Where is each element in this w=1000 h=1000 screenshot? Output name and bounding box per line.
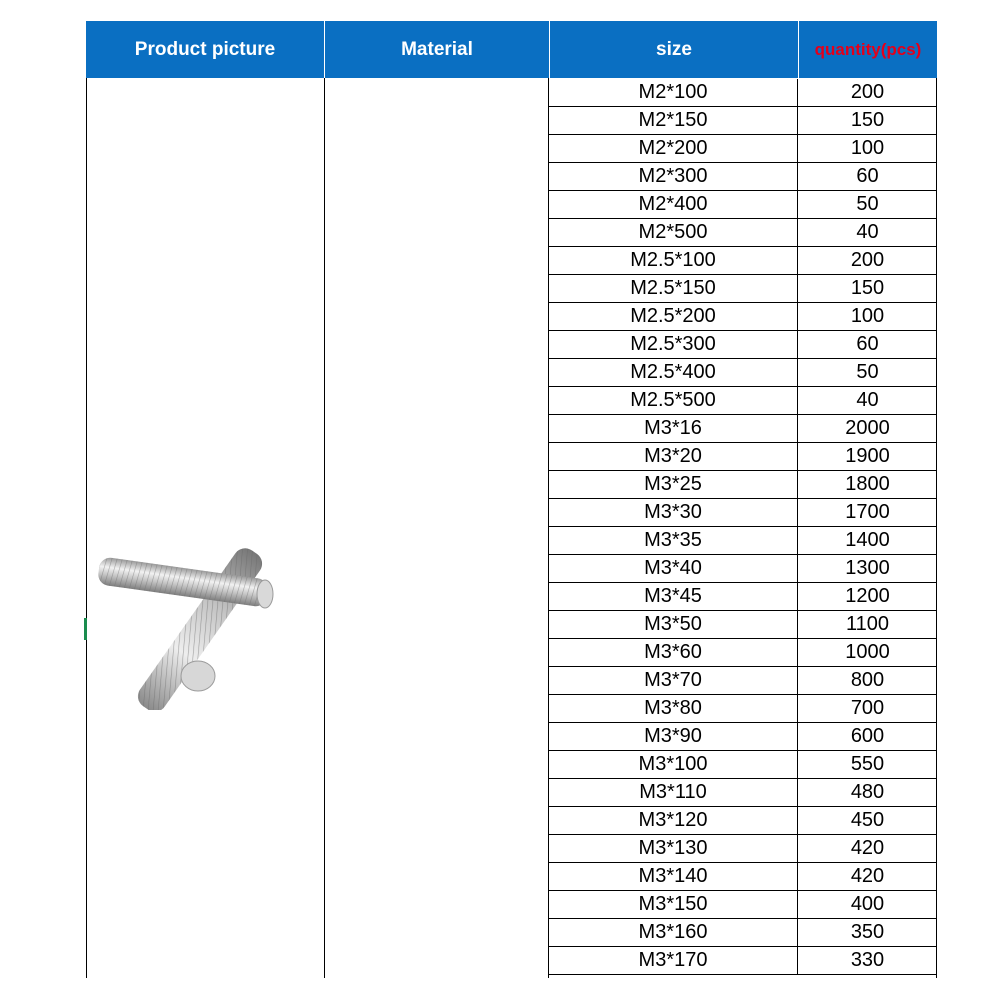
table-row [549,387,937,415]
table-row [549,471,937,499]
quantity-cell: 400 [850,893,885,915]
column-border-material [324,78,325,978]
table-row [549,191,937,219]
quantity-cell: 1800 [845,473,890,495]
size-cell: M3*160 [638,921,708,943]
table-row [549,807,937,835]
table-row [549,779,937,807]
size-cell: M3*45 [644,585,702,607]
quantity-cell: 700 [850,697,885,719]
size-cell: M3*170 [638,949,708,971]
size-cell: M3*90 [644,725,702,747]
quantity-cell: 200 [850,249,885,271]
table-row [549,891,937,919]
table-row [549,723,937,751]
table-row [549,695,937,723]
quantity-cell: 40 [856,389,879,411]
size-cell: M2.5*400 [630,361,716,383]
quantity-cell: 150 [850,277,885,299]
table-row [549,639,937,667]
size-cell: M3*25 [644,473,702,495]
table-row [549,583,937,611]
size-cell: M3*70 [644,669,702,691]
table-row [549,107,937,135]
table-row [549,863,937,891]
quantity-cell: 1100 [845,613,889,635]
table-row [549,135,937,163]
table-row [549,919,937,947]
table-row [549,331,937,359]
size-cell: M2*400 [638,193,708,215]
quantity-cell: 600 [850,725,885,747]
quantity-cell: 1400 [845,529,890,551]
table-row [549,303,937,331]
table-header [86,21,937,78]
column-border-left [86,78,87,978]
size-cell: M2*150 [638,109,708,131]
quantity-cell: 450 [850,809,885,831]
size-cell: M2*300 [638,165,708,187]
size-cell: M3*16 [644,417,702,439]
size-cell: M3*50 [644,613,702,635]
table-row [549,247,937,275]
quantity-cell: 1700 [845,501,890,523]
quantity-cell: 330 [850,949,885,971]
quantity-cell: 350 [850,921,885,943]
size-cell: M2.5*200 [630,305,716,327]
table-row [549,415,937,443]
table-row [549,527,937,555]
header-product-picture: Product picture [134,38,276,60]
selection-marker [84,618,87,640]
table-row [549,667,937,695]
size-cell: M3*110 [639,781,707,803]
table-row [549,499,937,527]
size-cell: M3*150 [638,893,708,915]
size-cell: M3*40 [644,557,702,579]
size-cell: M3*120 [638,809,708,831]
quantity-cell: 60 [856,165,879,187]
quantity-cell: 100 [850,137,885,159]
size-cell: M2.5*300 [630,333,716,355]
table-row [549,219,937,247]
size-cell: M2.5*150 [630,277,716,299]
table-row [549,835,937,863]
quantity-cell: 1300 [845,557,890,579]
table-row [549,555,937,583]
table-row [549,275,937,303]
quantity-cell: 150 [850,109,885,131]
size-cell: M3*140 [638,865,708,887]
size-cell: M3*80 [644,697,702,719]
size-cell: M3*30 [644,501,702,523]
table-row [549,443,937,471]
quantity-cell: 60 [856,333,879,355]
table-row [549,611,937,639]
quantity-cell: 550 [850,753,885,775]
size-cell: M2.5*500 [630,389,716,411]
size-cell: M3*35 [644,529,702,551]
size-cell: M2.5*100 [630,249,716,271]
size-cell: M3*130 [638,837,708,859]
threaded-rod-image [95,520,315,710]
size-cell: M3*20 [644,445,702,467]
quantity-cell: 1200 [845,585,890,607]
header-quantity: quantity(pcs) [814,39,922,59]
quantity-cell: 420 [850,865,885,887]
quantity-cell: 2000 [845,417,890,439]
quantity-cell: 50 [856,361,879,383]
quantity-cell: 420 [850,837,885,859]
size-cell: M2*100 [638,81,708,103]
quantity-cell: 480 [850,781,885,803]
size-cell: M3*100 [638,753,708,775]
size-quantity-table [549,79,937,975]
quantity-cell: 1900 [845,445,890,467]
quantity-cell: 40 [856,221,879,243]
quantity-cell: 800 [850,669,885,691]
size-cell: M2*200 [638,137,708,159]
table-row [549,947,937,975]
table-row [549,751,937,779]
table-row [549,163,937,191]
table-row [549,359,937,387]
quantity-cell: 100 [850,305,885,327]
size-cell: M2*500 [638,221,708,243]
quantity-cell: 50 [856,193,879,215]
table-row [549,79,937,107]
quantity-cell: 200 [850,81,885,103]
header-material: Material [401,38,473,60]
size-cell: M3*60 [644,641,702,663]
header-size: size [656,38,692,60]
quantity-cell: 1000 [845,641,890,663]
